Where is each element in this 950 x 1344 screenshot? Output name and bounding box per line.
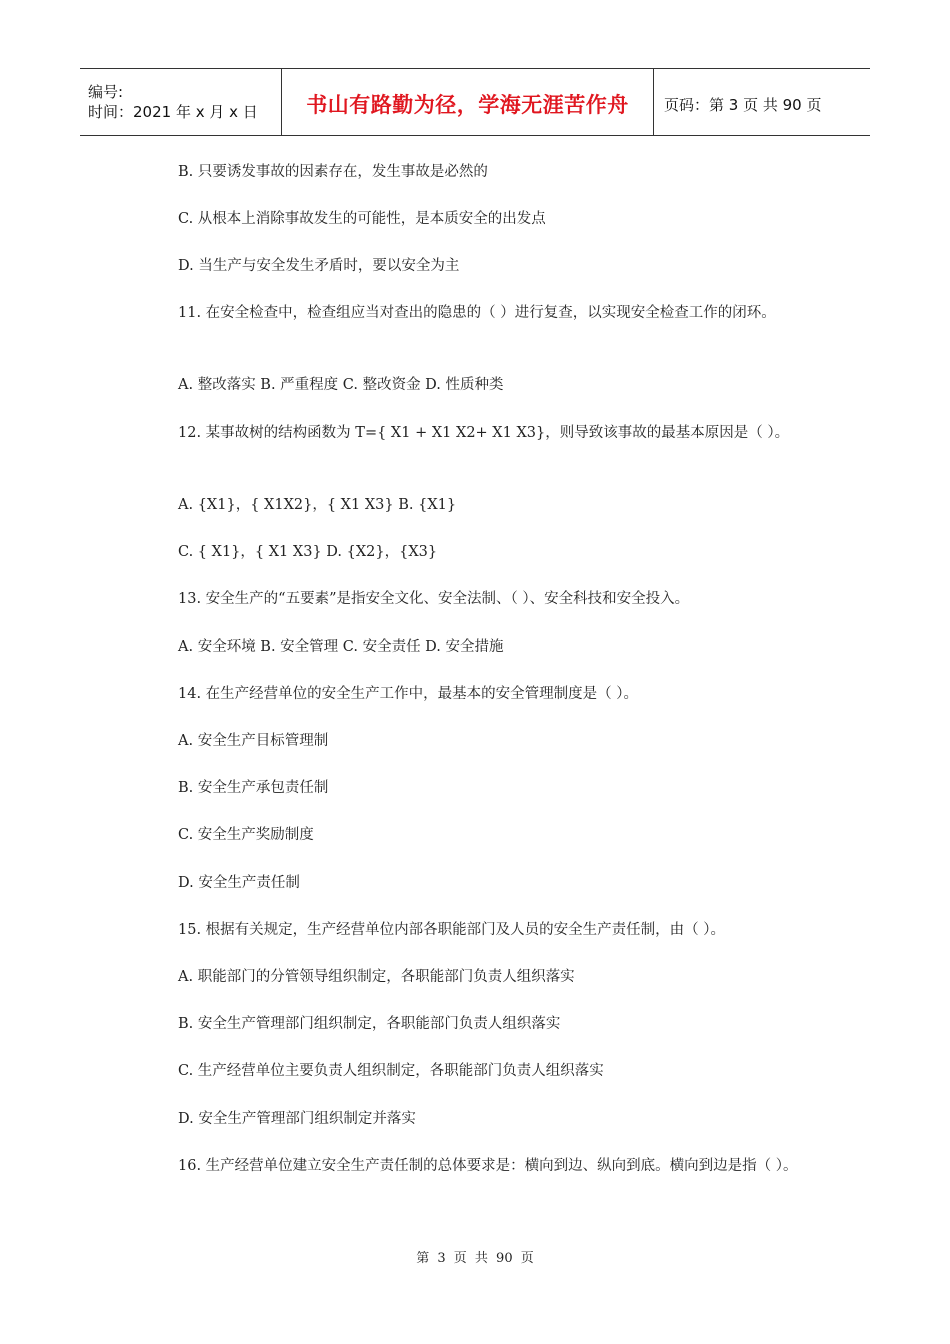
option-line: A. 职能部门的分管领导组织制定，各职能部门负责人组织落实	[178, 969, 575, 985]
question-12: 12. 某事故树的结构函数为 T={ X1 + X1 X2+ X1 X3}，则导致该事故的最基本原因是（ ）。	[178, 425, 790, 441]
option-line: B. 安全生产承包责任制	[178, 780, 329, 796]
option-line: D. 安全生产责任制	[178, 875, 300, 891]
option-line: B. 只要诱发事故的因素存在，发生事故是必然的	[178, 164, 488, 180]
question-11: 11. 在安全检查中，检查组应当对查出的隐患的（ ）进行复查，以实现安全检查工作的闭环。	[178, 305, 776, 321]
document-number-label: 编号:	[88, 83, 124, 101]
header-motto: 书山有路勤为径，学海无涯苦作舟	[306, 93, 629, 117]
question-13: 13. 安全生产的“五要素”是指安全文化、安全法制、（ ）、安全科技和安全投入。	[178, 591, 690, 607]
option-line: C. 从根本上消除事故发生的可能性，是本质安全的出发点	[178, 211, 546, 227]
option-line: A. 安全生产目标管理制	[178, 733, 329, 749]
option-line: B. 安全生产管理部门组织制定，各职能部门负责人组织落实	[178, 1016, 561, 1032]
page-header	[80, 68, 870, 136]
header-motto-cell	[282, 69, 654, 135]
question-14: 14. 在生产经营单位的安全生产工作中，最基本的安全管理制度是（ ）。	[178, 686, 639, 702]
document-date: 时间：2021 年 x 月 x 日	[88, 103, 258, 121]
option-line: C. { X1}，{ X1 X3} D. {X2}，{X3}	[178, 544, 438, 560]
option-line: C. 生产经营单位主要负责人组织制定，各职能部门负责人组织落实	[178, 1063, 604, 1079]
option-line: D. 安全生产管理部门组织制定并落实	[178, 1111, 416, 1127]
option-line: D. 当生产与安全发生矛盾时，要以安全为主	[178, 258, 460, 274]
header-meta	[80, 69, 282, 135]
page-footer: 第 3 页 共 90 页	[416, 1251, 534, 1266]
option-line: A. {X1}，{ X1X2}，{ X1 X3} B. {X1}	[178, 497, 457, 513]
option-line: A. 整改落实 B. 严重程度 C. 整改资金 D. 性质种类	[178, 377, 504, 393]
option-line: C. 安全生产奖励制度	[178, 827, 314, 843]
question-16: 16. 生产经营单位建立安全生产责任制的总体要求是：横向到边、纵向到底。横向到边是指（ ）。	[178, 1158, 798, 1174]
question-15: 15. 根据有关规定，生产经营单位内部各职能部门及人员的安全生产责任制，由（ ）。	[178, 922, 726, 938]
header-page-info: 页码：第 3 页 共 90 页	[664, 95, 822, 114]
option-line: A. 安全环境 B. 安全管理 C. 安全责任 D. 安全措施	[178, 639, 504, 655]
